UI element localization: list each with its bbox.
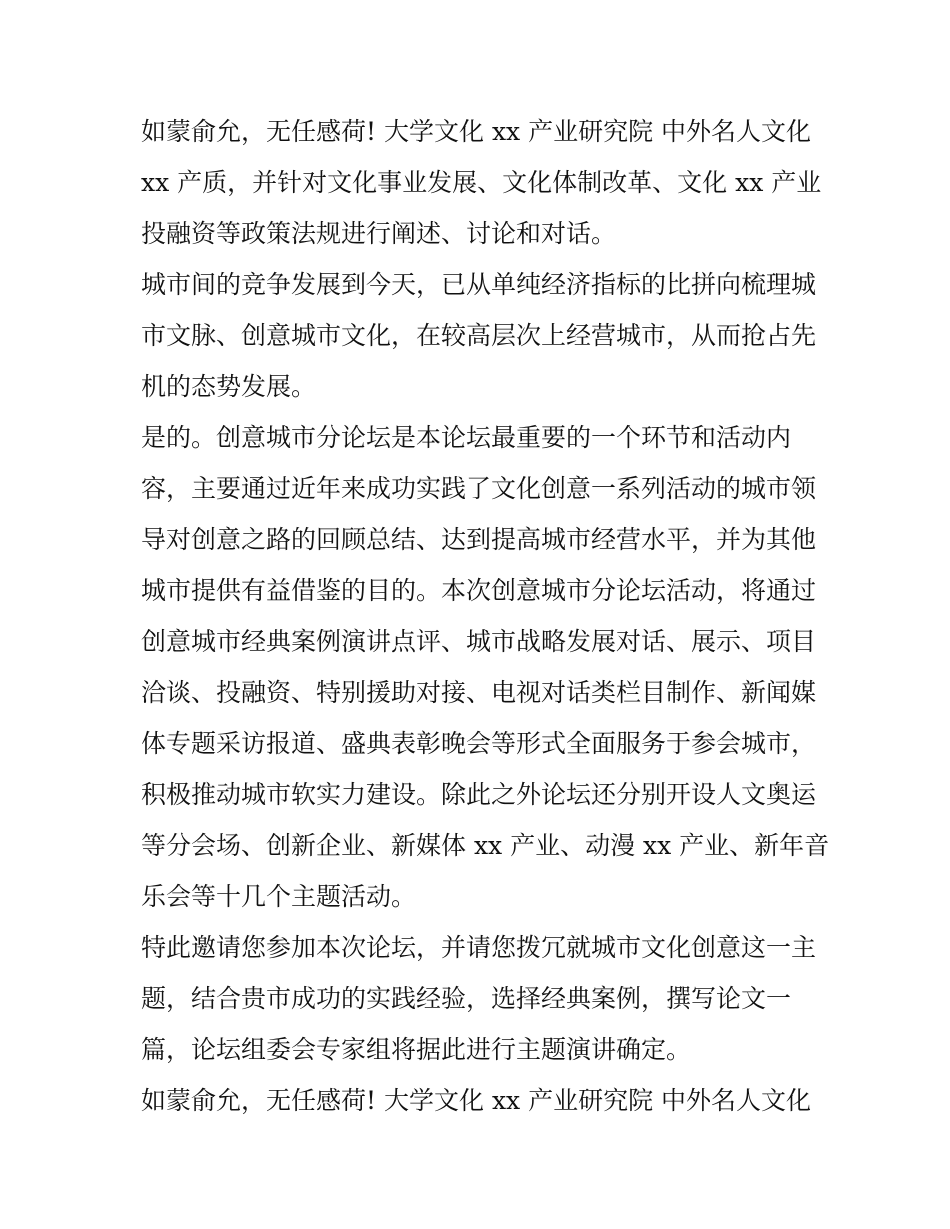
paragraph-5 <box>141 1075 821 1126</box>
text-line: 题，结合贵市成功的实践经验，选择经典案例，撰写论文一 <box>141 984 792 1013</box>
text-line: 洽谈、投融资、特别援助对接、电视对话类栏目制作、新闻媒 <box>141 678 817 707</box>
text-line: 创意城市经典案例演讲点评、城市战略发展对话、展示、项目 <box>141 627 817 656</box>
document-body <box>141 106 830 1126</box>
text-line: 如蒙俞允，无任感荷! 大学文化 xx 产业研究院 中外名人文化 <box>141 1086 812 1115</box>
text-line: 城市提供有益借鉴的目的。本次创意城市分论坛活动，将通过 <box>141 576 817 605</box>
text-line: 城市间的竞争发展到今天，已从单纯经济指标的比拼向梳理城 <box>141 270 817 299</box>
paragraph-1 <box>141 106 821 259</box>
text-line: 投融资等政策法规进行阐述、讨论和对话。 <box>141 219 617 248</box>
text-line: 容，主要通过近年来成功实践了文化创意一系列活动的城市领 <box>141 474 817 503</box>
paragraph-2 <box>141 259 821 412</box>
text-line: 是的。创意城市分论坛是本论坛最重要的一个环节和活动内 <box>141 423 792 452</box>
paragraph-3 <box>141 412 830 922</box>
text-line: 乐会等十几个主题活动。 <box>141 882 417 911</box>
text-line: 积极推动城市软实力建设。除此之外论坛还分别开设人文奥运 <box>141 780 817 809</box>
text-line: 篇，论坛组委会专家组将据此进行主题演讲确定。 <box>141 1035 692 1064</box>
text-line: 如蒙俞允，无任感荷! 大学文化 xx 产业研究院 中外名人文化 <box>141 117 812 146</box>
text-line: 机的态势发展。 <box>141 372 317 401</box>
text-line: 体专题采访报道、盛典表彰晚会等形式全面服务于参会城市， <box>141 729 817 758</box>
text-line: 等分会场、创新企业、新媒体 xx 产业、动漫 xx 产业、新年音 <box>141 831 830 860</box>
paragraph-4 <box>141 922 821 1075</box>
text-line: 特此邀请您参加本次论坛，并请您拨冗就城市文化创意这一主 <box>141 933 817 962</box>
text-line: xx 产质，并针对文化事业发展、文化体制改革、文化 xx 产业 <box>141 168 822 197</box>
text-line: 导对创意之路的回顾总结、达到提高城市经营水平，并为其他 <box>141 525 817 554</box>
text-line: 市文脉、创意城市文化，在较高层次上经营城市，从而抢占先 <box>141 321 817 350</box>
